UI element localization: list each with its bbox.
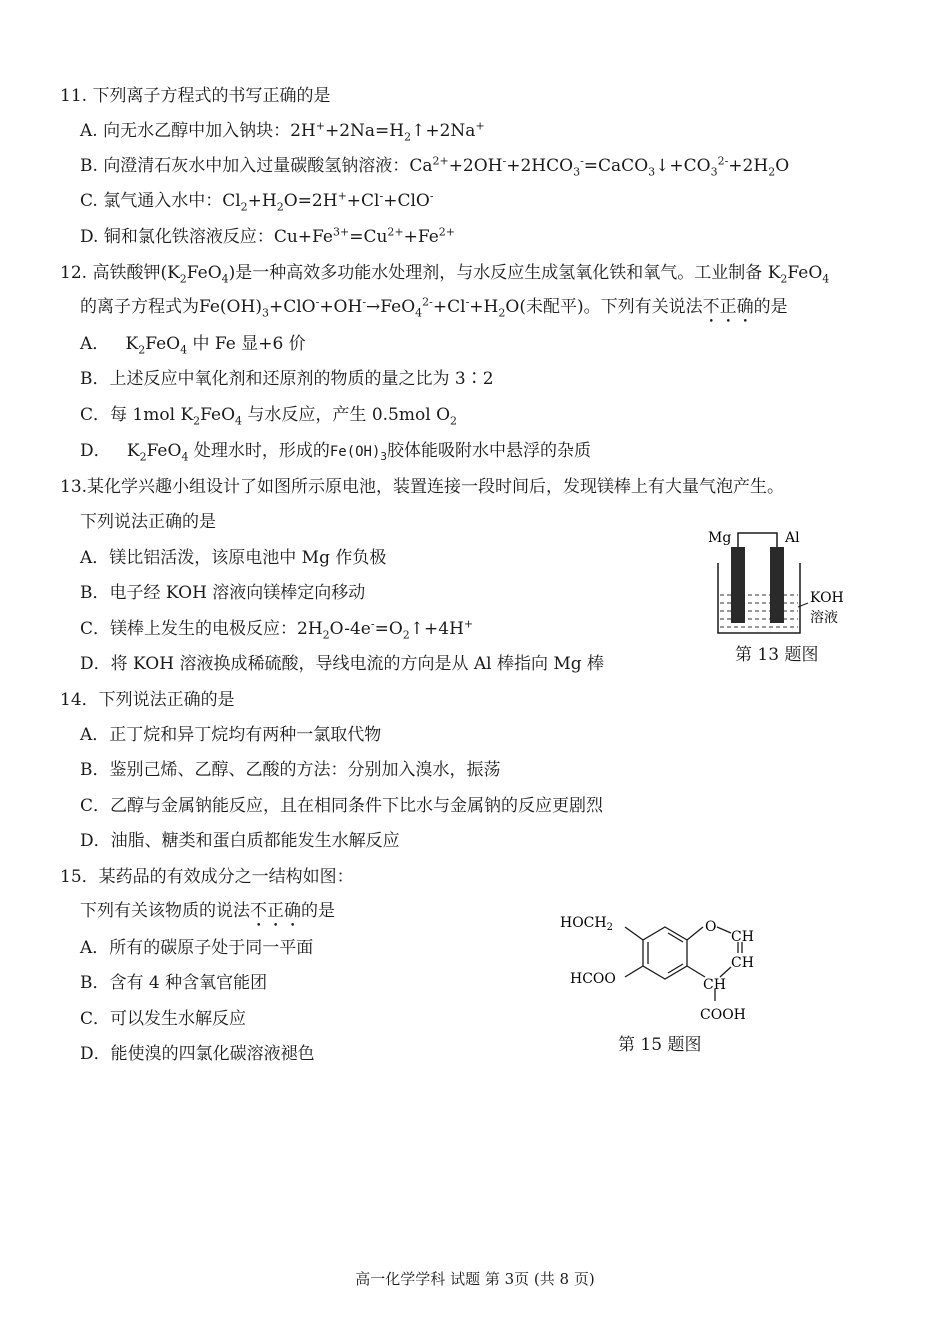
option-text: 上述反应中氧化剂和还原剂的物质的量之比为 3∶2	[109, 369, 494, 389]
q12-stem-line2	[80, 296, 788, 327]
q12-stem-line1	[60, 262, 829, 284]
option-text: 每 1mol	[110, 405, 176, 425]
q13-figure-caption: 第 13 题图	[735, 645, 819, 665]
option-text: 氯气通入水中：	[103, 191, 223, 211]
formula: $K_2FeO_4$	[125, 334, 188, 357]
option-text: 铜和氯化铁溶液反应：	[103, 227, 274, 247]
option-text: 胶体能吸附水中悬浮的杂质	[387, 441, 592, 461]
option-label: C.	[80, 191, 98, 211]
option-label: A.	[80, 121, 98, 141]
stem-text: 下列有关该物质的说法	[80, 901, 250, 921]
q13-stem2: 下列说法正确的是	[80, 512, 216, 532]
formula: $K_2FeO_4$	[126, 441, 189, 464]
option-text: 中 Fe 显+6 价	[192, 334, 306, 354]
stem-text: )是一种高效多功能水处理剂，与水反应生成氢氧化铁和氧气。工业制备	[228, 263, 763, 283]
ch-label-3: CH	[703, 977, 726, 993]
emphasis-text: 不正确	[702, 297, 754, 317]
q15-structure-diagram	[555, 905, 775, 1025]
formula: $K_2FeO_4$	[167, 263, 229, 286]
formula: $K_2FeO_4$	[180, 405, 243, 428]
option-label: A．	[80, 334, 110, 354]
option-label: B．	[80, 369, 110, 389]
hoch2-label: $HOCH_2$	[560, 915, 613, 933]
q13-option-c	[80, 618, 473, 640]
q14-option-a: A．正丁烷和异丁烷均有两种一氯取代物	[80, 725, 382, 745]
q12-option-a	[80, 333, 306, 355]
option-label: D.	[80, 227, 99, 247]
q15-figure-caption: 第 15 题图	[618, 1035, 702, 1055]
q15-stem2	[80, 900, 335, 931]
al-label: Al	[785, 530, 800, 546]
option-label: B.	[80, 156, 98, 176]
stem-text: 的离子方程式为	[80, 297, 199, 317]
q11-option-a	[80, 120, 485, 142]
equation: $2H^++2Na=H_2↑+2Na^+$	[290, 119, 485, 144]
stem-text: 的是	[753, 297, 788, 317]
hcoo-label: HCOO	[570, 971, 616, 987]
koh-label: KOH	[810, 590, 844, 606]
q12-option-c	[80, 404, 457, 426]
formula: $K_2FeO_4$	[767, 263, 830, 286]
option-text: 向澄清石灰水中加入过量碳酸氢钠溶液：	[103, 156, 410, 176]
stem-text: 12. 高铁酸钾(	[60, 263, 168, 283]
mg-electrode	[731, 547, 745, 623]
equation: $Fe(OH)_3+ClO^-+OH^-\to FeO_4^{2-}+Cl^-+H_2O$	[199, 295, 520, 320]
ch-label-2: CH	[731, 955, 754, 971]
q13-cell-diagram	[700, 525, 860, 640]
cooh-label: COOH	[700, 1007, 746, 1023]
option-label: C．	[80, 405, 111, 425]
emphasis-text: 不正确	[250, 901, 301, 921]
q15-option-a: A．所有的碳原子处于同一平面	[80, 938, 314, 958]
q12-option-b	[80, 368, 494, 390]
ch-label-1: CH	[731, 929, 754, 945]
q11-stem: 11. 下列离子方程式的书写正确的是	[60, 86, 331, 106]
q13-option-d: D．将 KOH 溶液换成稀硫酸，导线电流的方向是从 Al 棒指向 Mg 棒	[80, 654, 605, 674]
mg-label: Mg	[708, 530, 732, 546]
q15-option-d: D．能使溴的四氯化碳溶液褪色	[80, 1044, 315, 1064]
q15-option-b: B．含有 4 种含氧官能团	[80, 973, 268, 993]
option-text: 与水反应，产生 0.5mol	[247, 405, 431, 425]
option-text: C．镁棒上发生的电极反应：	[80, 619, 298, 639]
q14-option-c: C．乙醇与金属钠能反应，且在相同条件下比水与金属钠的反应更剧烈	[80, 796, 604, 816]
ring-oxygen-label: O	[705, 919, 717, 935]
q13-stem: 13.某化学兴趣小组设计了如图所示原电池，装置连接一段时间后，发现镁棒上有大量气泡产生。	[60, 477, 785, 497]
al-electrode	[770, 547, 784, 623]
stem-text: (未配平)。下列有关说法	[519, 297, 703, 317]
q14-option-d: D．油脂、糖类和蛋白质都能发生水解反应	[80, 831, 400, 851]
stem-text: 的是	[301, 901, 335, 921]
q15-stem: 15．某药品的有效成分之一结构如图：	[60, 867, 354, 887]
q11-option-c	[80, 190, 434, 212]
option-text: 处理水时，形成的	[193, 441, 330, 461]
formula: $Fe(OH)_3$	[329, 444, 388, 463]
q12-option-d	[80, 440, 591, 463]
option-text: 向无水乙醇中加入钠块：	[103, 121, 291, 141]
equation: $Cu+Fe^{3+}=Cu^{2+}+Fe^{2+}$	[273, 225, 456, 247]
page-footer: 高一化学学科 试题 第 3页 (共 8 页)	[355, 1270, 595, 1288]
q11-option-d	[80, 226, 455, 248]
q14-option-b: B．鉴别己烯、乙醇、乙酸的方法：分别加入溴水，振荡	[80, 760, 501, 780]
q11-option-b	[80, 155, 789, 177]
equation: $2H_2O-4e^-=O_2↑+4H^+$	[297, 617, 474, 642]
equation: $Ca^{2+}+2OH^-+2HCO_3^-=CaCO_3↓+CO_3^{2-}+2H_2O$	[409, 154, 790, 179]
q13-option-b: B．电子经 KOH 溶液向镁棒定向移动	[80, 583, 366, 603]
equation: $Cl_2+H_2O=2H^++Cl^-+ClO^-$	[222, 189, 434, 214]
solution-label: 溶液	[810, 610, 838, 626]
q13-option-a: A．镁比铝活泼，该原电池中 Mg 作负极	[80, 548, 387, 568]
q14-stem: 14．下列说法正确的是	[60, 690, 235, 710]
formula: $O_2$	[436, 405, 457, 428]
q15-option-c: C．可以发生水解反应	[80, 1009, 247, 1029]
option-label: D．	[80, 441, 111, 461]
